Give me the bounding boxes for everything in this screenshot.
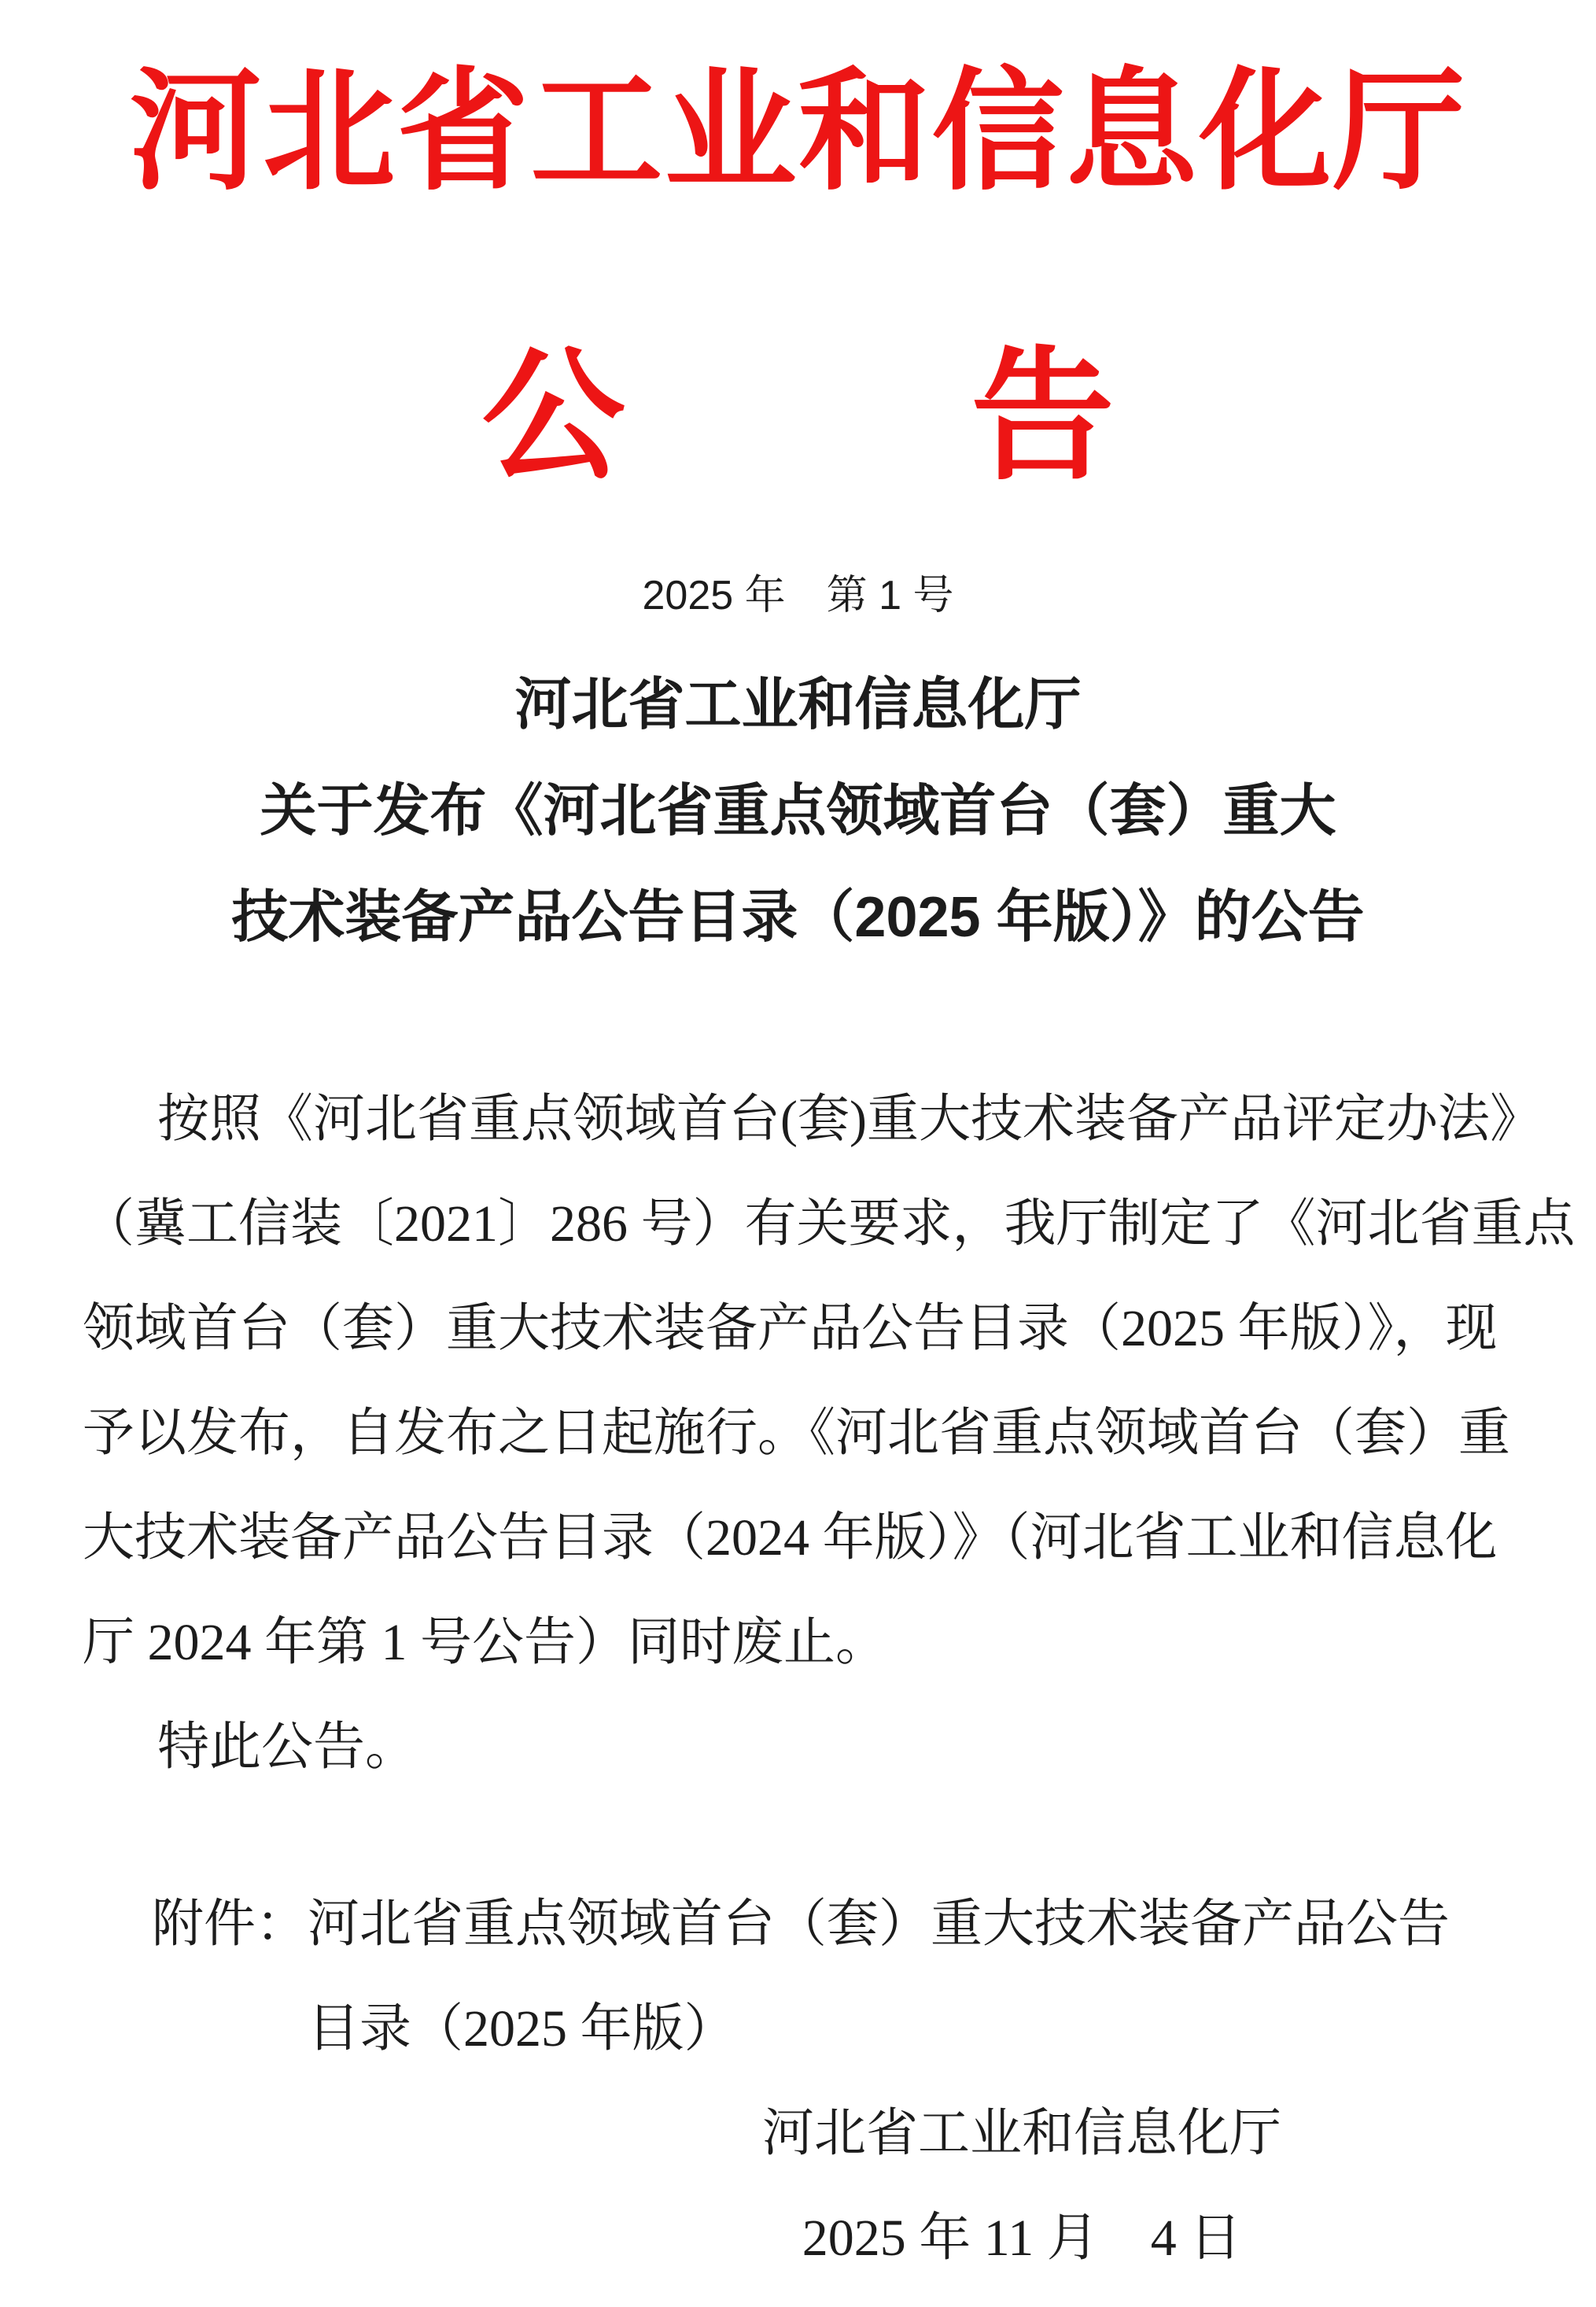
body-line: （冀工信装〔2021〕286 号）有关要求，我厅制定了《河北省重点 [83,1195,1576,1253]
attachment-line-2: 目录（2025 年版） [308,2000,736,2058]
attachment-section [152,1872,1557,2081]
doc-type-title [0,339,1596,497]
document-title-line-2: 关于发布《河北省重点领域首台（套）重大 [260,780,1336,843]
document-body [83,1067,1576,1799]
body-line: 大技术装备产品公告目录（2024 年版）》（河北省工业和信息化 [83,1509,1498,1567]
doc-type-char-gao: 告 [971,339,1115,497]
closing-line: 特此公告。 [157,1718,417,1776]
issuing-org-banner: 河北省工业和信息化厅 [129,60,1467,206]
document-title-line-3: 技术装备产品公告目录（2025 年版）》的公告 [231,886,1365,949]
body-line: 予以发布，自发布之日起施行。《河北省重点领域首台（套）重 [83,1405,1510,1462]
signature-org-line: 河北省工业和信息化厅 [762,2105,1281,2162]
body-line: 厅 2024 年第 1 号公告）同时废止。 [83,1614,887,1671]
attachment-line-1: 河北省重点领域首台（套）重大技术装备产品公告 [308,1895,1450,1953]
doc-type-char-gong: 公 [481,339,625,497]
document-title-line-1: 河北省工业和信息化厅 [514,674,1082,736]
attachment-content [308,1872,1450,2081]
signature-date-line: 2025 年 11 月 4 日 [802,2209,1242,2267]
body-line: 按照《河北省重点领域首台(套)重大技术装备产品评定办法》 [157,1091,1542,1148]
issue-number-line: 2025 年 第 1 号 [642,573,954,618]
body-line: 领域首台（套）重大技术装备产品公告目录（2025 年版）》，现 [83,1300,1498,1357]
signature-block [750,2081,1293,2290]
document-title [0,652,1596,971]
attachment-label: 附件： [152,1895,308,1953]
